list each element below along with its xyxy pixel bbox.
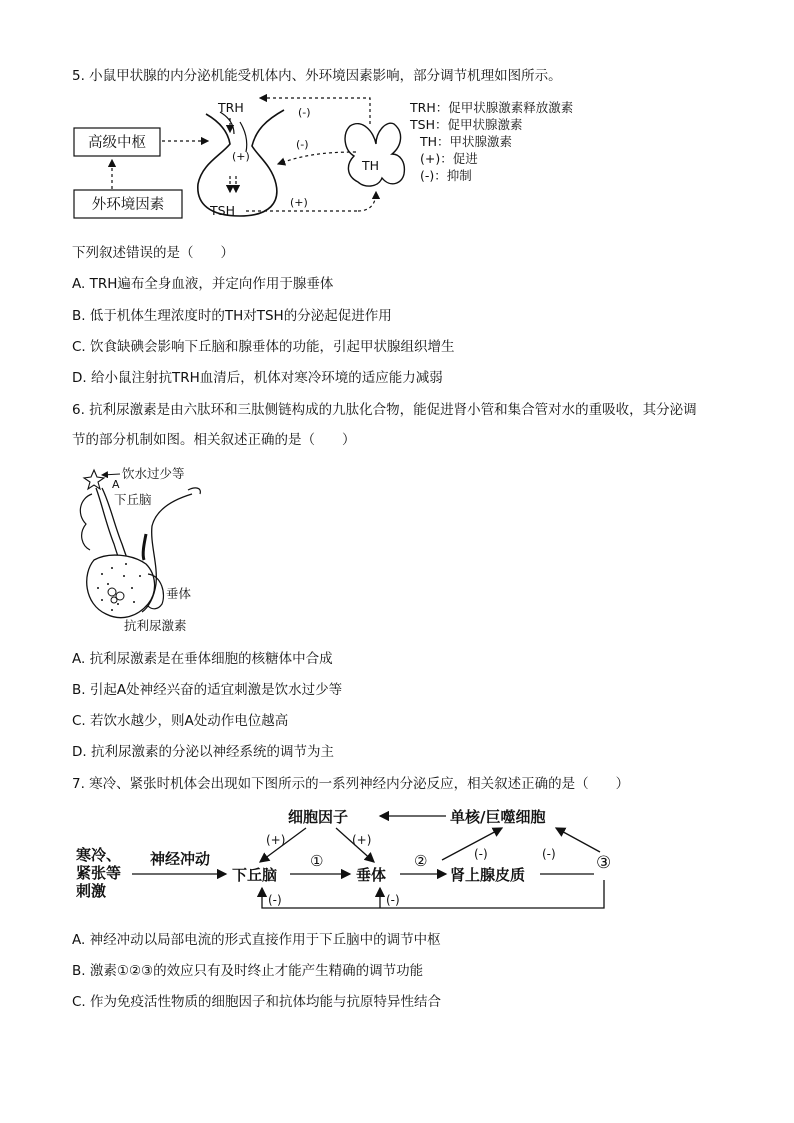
plus-sign-tsh: (+): [290, 196, 308, 209]
plus-cytokine-hypothalamus: (+): [266, 833, 286, 847]
legend-plus: (+)：促进: [420, 151, 478, 166]
stimulus-line2: 紧张等: [76, 864, 122, 882]
th-label: TH: [362, 158, 380, 173]
legend-minus: (-)：抑制: [420, 168, 472, 183]
q5-option-d: D. 给小鼠注射抗TRH血清后，机体对寒冷环境的适应能力减弱: [72, 370, 443, 386]
q5-stem: 5. 小鼠甲状腺的内分泌机能受机体内、外环境因素影响，部分调节机理如图所示。: [72, 68, 562, 84]
nerve-impulse-label: 神经冲动: [150, 850, 211, 868]
tsh-label: TSH: [210, 203, 235, 218]
higher-center-label: 高级中枢: [88, 135, 146, 151]
legend-trh: TRH：促甲状腺激素释放激素: [410, 100, 574, 115]
q6-option-b: B. 引起A处神经兴奋的适宜刺激是饮水过少等: [72, 682, 343, 698]
stimulus-line1: 寒冷、: [76, 846, 122, 864]
th-feedback-hypothalamus: [260, 98, 370, 124]
pituitary-node: 垂体: [356, 866, 387, 884]
q5-option-b: B. 低于机体生理浓度时的TH对TSH的分泌起促进作用: [72, 308, 392, 324]
q5-thyroid-regulation-diagram: [70, 92, 410, 230]
cytokine-node: 细胞因子: [288, 808, 349, 826]
q5-prompt: 下列叙述错误的是（ ）: [72, 245, 234, 261]
q6-option-d: D. 抗利尿激素的分泌以神经系统的调节为主: [72, 744, 334, 760]
adrenal-cortex-node: 肾上腺皮质: [450, 866, 526, 884]
drink-less-label: 饮水过少等: [122, 466, 185, 481]
trh-label: TRH: [218, 100, 244, 115]
minus-feedback-hypothalamus: (-): [268, 893, 282, 907]
point-a-label: A: [112, 478, 120, 491]
adh-label: 抗利尿激素: [124, 618, 187, 633]
feedback-hypothalamus: [262, 880, 604, 908]
th-feedback-pituitary: [278, 152, 356, 164]
hormone-2-label: ②: [414, 852, 428, 870]
q7-stem: 7. 寒冷、紧张时机体会出现如下图所示的一系列神经内分泌反应，相关叙述正确的是（ ）: [72, 776, 630, 792]
minus-3-macrophage: (-): [542, 847, 556, 861]
q7-option-b: B. 激素①②③的效应只有及时终止才能产生精确的调节功能: [72, 963, 424, 979]
q5-option-a: A. TRH遍布全身血液，并定向作用于腺垂体: [72, 276, 334, 292]
hypothalamus-label: 下丘脑: [114, 492, 152, 507]
hormone-1-label: ①: [310, 852, 324, 870]
pituitary-outline: [198, 110, 284, 216]
pituitary-body: [87, 555, 155, 618]
plus-sign-trh: (+): [232, 150, 250, 163]
q7-neuroendocrine-diagram: [70, 802, 620, 914]
hormone-3-label: ③: [596, 853, 612, 873]
pituitary-label: 垂体: [166, 586, 192, 601]
stimulus-line3: 刺激: [76, 882, 107, 900]
legend-tsh: TSH：促甲状腺激素: [410, 117, 523, 132]
q6-option-a: A. 抗利尿激素是在垂体细胞的核糖体中合成: [72, 651, 333, 667]
minus-2-macrophage: (-): [474, 847, 488, 861]
minus-sign-1: (-): [298, 106, 311, 119]
q7-option-a: A. 神经冲动以局部电流的形式直接作用于下丘脑中的调节中枢: [72, 932, 441, 948]
thyroid-shape: [345, 123, 404, 186]
q6-stem-line1: 6. 抗利尿激素是由六肽环和三肽侧链构成的九肽化合物，能促进肾小管和集合管对水的重吸收，其分泌调: [72, 402, 697, 418]
q6-option-c: C. 若饮水越少，则A处动作电位越高: [72, 713, 289, 729]
q5-option-c: C. 饮食缺碘会影响下丘脑和腺垂体的功能，引起甲状腺组织增生: [72, 339, 455, 355]
minus-feedback-pituitary: (-): [386, 893, 400, 907]
neuron-star: [84, 470, 104, 489]
legend-th: TH：甲状腺激素: [420, 134, 513, 149]
q6-stem-line2: 节的部分机制如图。相关叙述正确的是（ ）: [72, 432, 356, 448]
minus-sign-2: (-): [296, 138, 309, 151]
q6-adh-diagram: [72, 464, 232, 642]
hypothalamus-node: 下丘脑: [232, 866, 278, 884]
macrophage-node: 单核/巨噬细胞: [450, 808, 546, 826]
external-factors-label: 外环境因素: [91, 197, 165, 213]
q7-option-c: C. 作为免疫活性物质的细胞因子和抗体均能与抗原特异性结合: [72, 994, 442, 1010]
plus-cytokine-pituitary: (+): [352, 833, 372, 847]
